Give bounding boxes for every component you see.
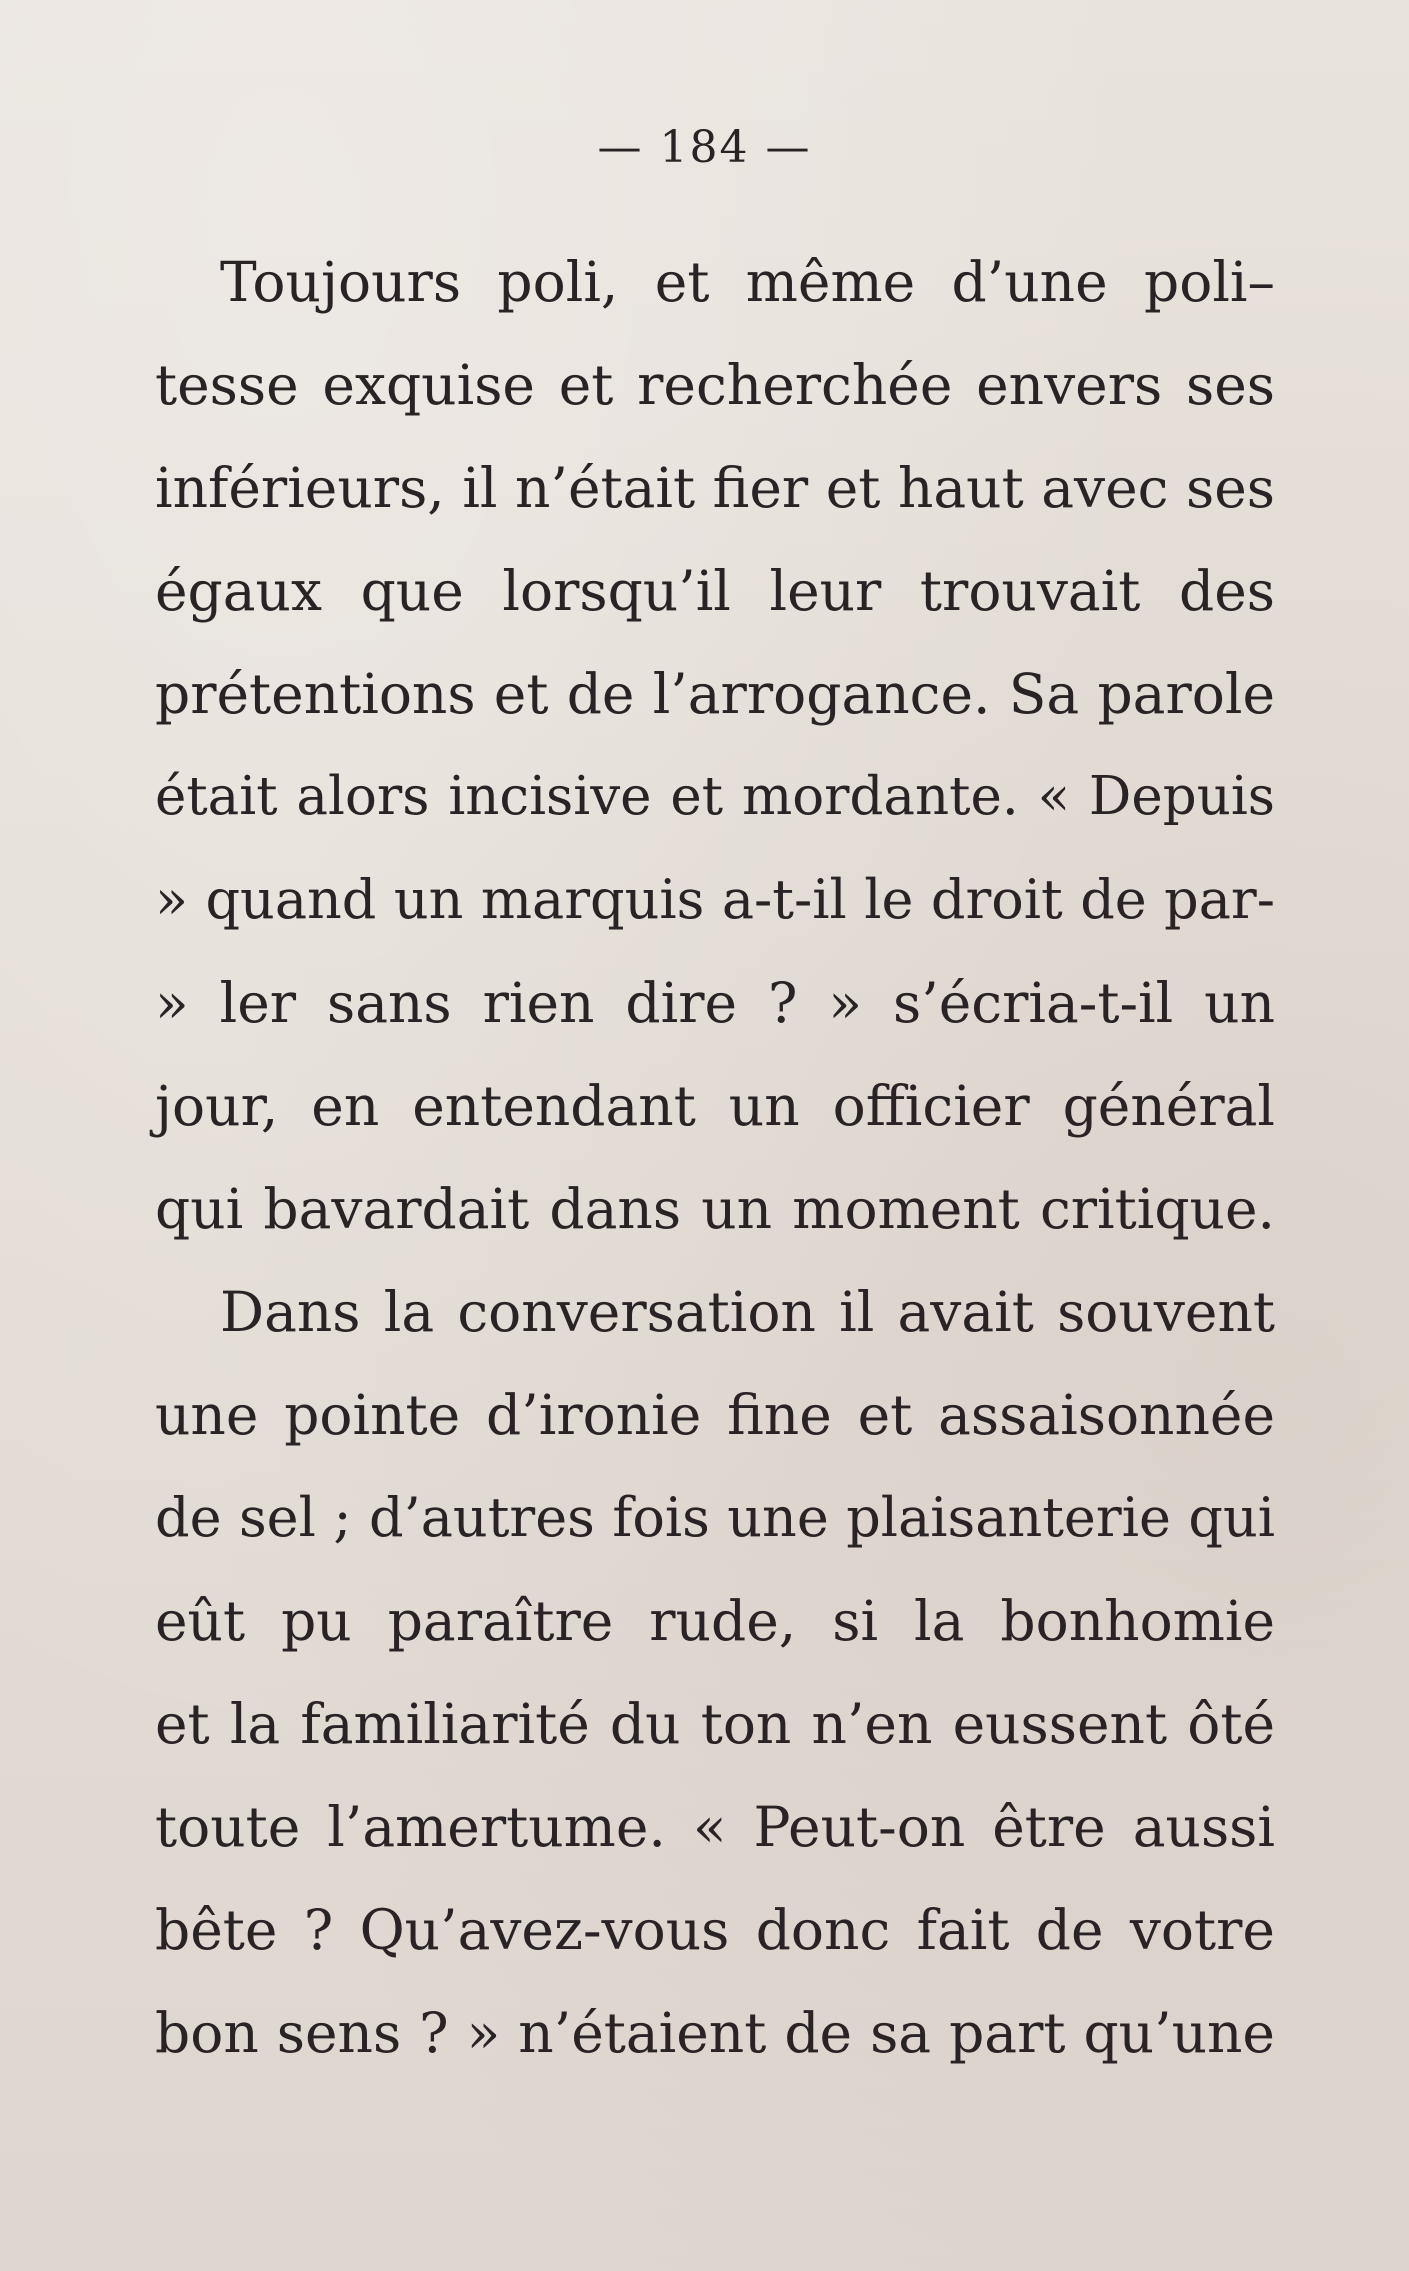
paragraph-1-line-9: jour, en entendant un officier général xyxy=(155,1074,1275,1138)
paragraph-1-line-10: qui bavardait dans un moment critique. xyxy=(155,1177,1275,1241)
paragraph-2-line-1: Dans la conversation il avait souvent xyxy=(220,1280,1275,1344)
paragraph-2-line-3: de sel ; d’autres fois une plaisanterie qui xyxy=(155,1486,1275,1549)
paragraph-1-line-7: » quand un marquis a-t-il le droit de par- xyxy=(155,868,1275,931)
paragraph-2-line-4: eût pu paraître rude, si la bonhomie xyxy=(155,1589,1275,1653)
paragraph-1-line-1: Toujours poli, et même d’une poli– xyxy=(220,250,1275,314)
paragraph-2-line-2: une pointe d’ironie fine et assaisonnée xyxy=(155,1383,1275,1447)
paragraph-2-line-8: bon sens ? » n’étaient de sa part qu’une xyxy=(155,2001,1275,2065)
paragraph-2-line-6: toute l’amertume. « Peut-on être aussi xyxy=(155,1795,1275,1859)
paragraph-1-line-4: égaux que lorsqu’il leur trouvait des xyxy=(155,559,1275,623)
paragraph-2-line-5: et la familiarité du ton n’en eussent ôté xyxy=(155,1692,1275,1756)
paragraph-1-line-3: inférieurs, il n’était fier et haut avec ses xyxy=(155,456,1275,520)
paragraph-1-line-6: était alors incisive et mordante. « Depuis xyxy=(155,766,1275,827)
paragraph-1-line-8: » ler sans rien dire ? » s’écria-t-il un xyxy=(155,971,1275,1035)
paragraph-2-line-7: bête ? Qu’avez-vous donc fait de votre xyxy=(155,1898,1275,1962)
page-number: — 184 — xyxy=(597,122,812,173)
paragraph-1-line-2: tesse exquise et recherchée envers ses xyxy=(155,353,1275,417)
paragraph-1-line-5: prétentions et de l’arrogance. Sa parole xyxy=(155,662,1275,726)
